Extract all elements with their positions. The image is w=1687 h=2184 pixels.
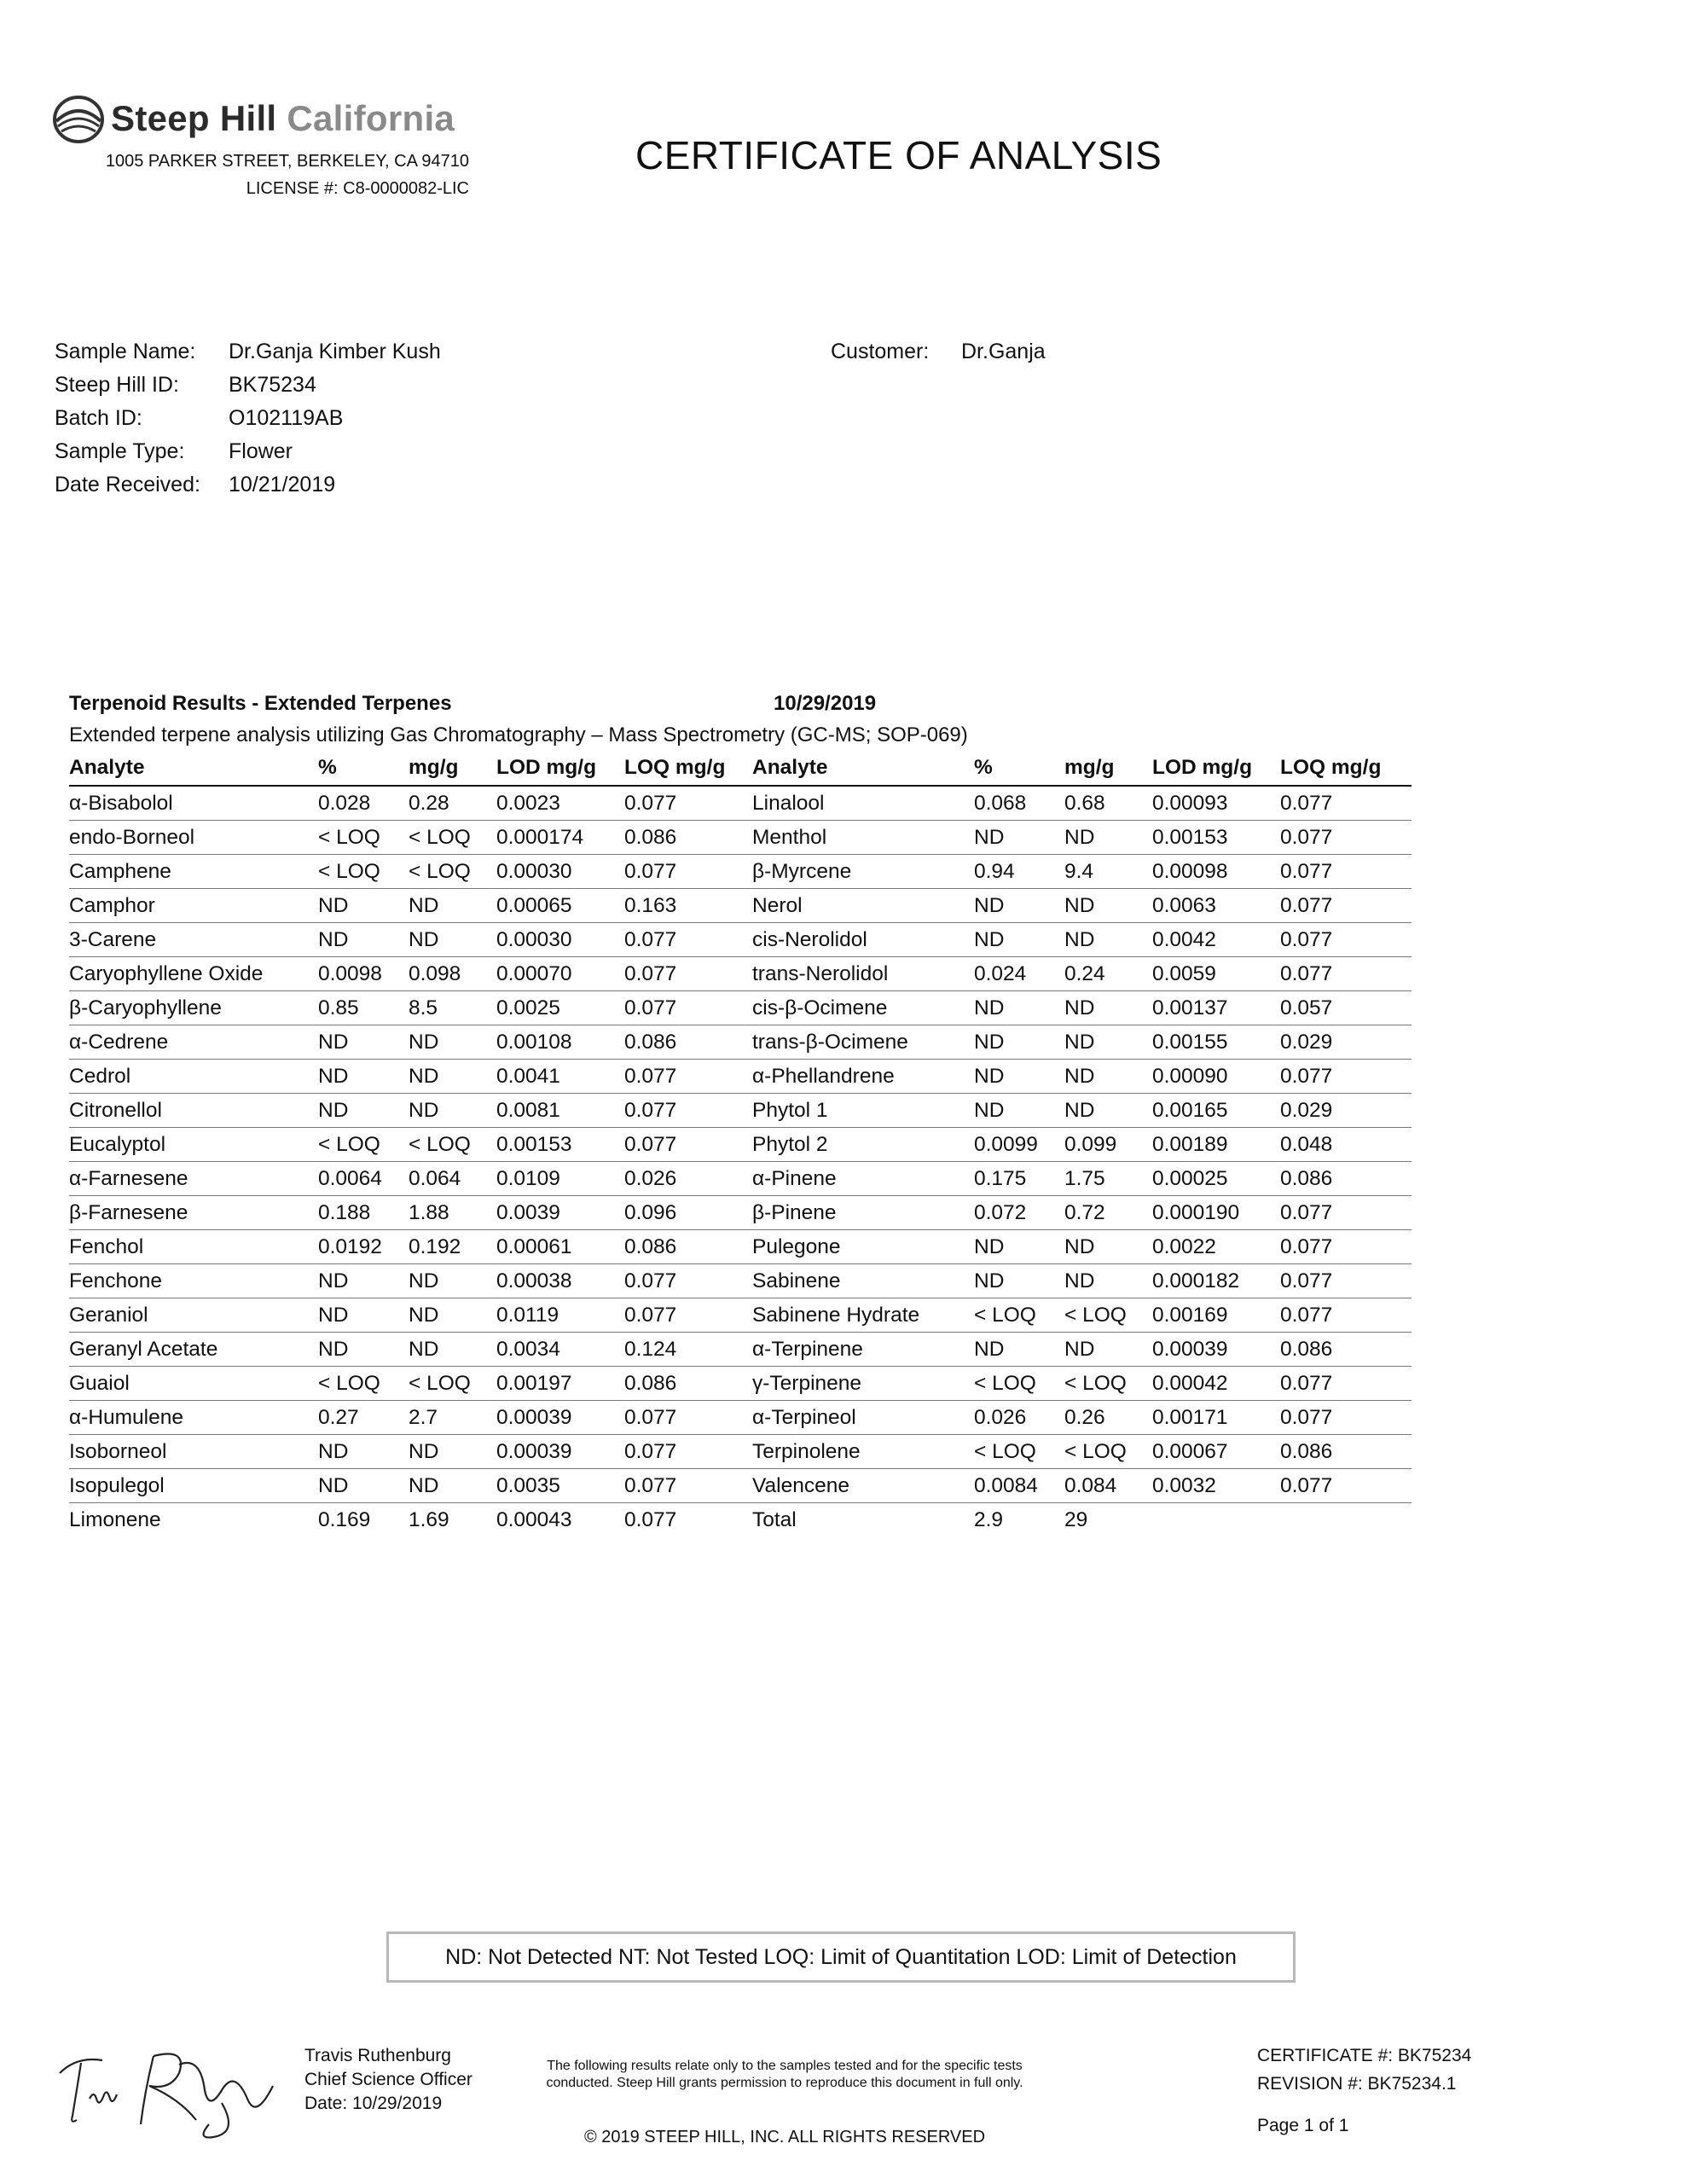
table-row (69, 787, 1412, 821)
value-cell: 0.00067 (1152, 1440, 1228, 1463)
customer-value: Dr.Ganja (961, 340, 1046, 363)
value-cell: 0.077 (1280, 1304, 1333, 1327)
table-header-row (69, 751, 1412, 787)
value-cell: 0.00090 (1152, 1065, 1228, 1088)
value-cell: 1.88 (409, 1201, 449, 1224)
results-title: Terpenoid Results - Extended Terpenes (69, 692, 452, 715)
analyte-cell: β-Pinene (752, 1201, 837, 1224)
value-cell: 0.00197 (496, 1372, 572, 1395)
analyte-cell: α-Phellandrene (752, 1065, 895, 1088)
value-cell: 0.00038 (496, 1269, 572, 1292)
value-cell: ND (974, 1338, 1005, 1361)
value-cell: 0.000182 (1152, 1269, 1240, 1292)
value-cell: 0.00043 (496, 1508, 572, 1531)
analyte-cell: Isoborneol (69, 1440, 167, 1463)
table-row (69, 1128, 1412, 1162)
value-cell: 0.00042 (1152, 1372, 1228, 1395)
value-cell: 0.000190 (1152, 1201, 1240, 1224)
steep-hill-id-value: BK75234 (229, 373, 316, 397)
value-cell: 0.28 (409, 792, 449, 815)
value-cell: ND (318, 1440, 349, 1463)
analyte-cell: Caryophyllene Oxide (69, 962, 264, 985)
value-cell: < LOQ (1064, 1372, 1127, 1395)
document-title: CERTIFICATE OF ANALYSIS (635, 133, 1162, 177)
value-cell: ND (409, 1338, 439, 1361)
value-cell: ND (974, 1099, 1005, 1122)
signer-date: Date: 10/29/2019 (304, 2094, 443, 2113)
value-cell: 0.0119 (496, 1304, 559, 1327)
value-cell: 0.72 (1064, 1201, 1105, 1224)
company-address: 1005 PARKER STREET, BERKELEY, CA 94710 (105, 152, 469, 171)
value-cell: ND (318, 1474, 349, 1497)
column-header: Analyte (752, 756, 828, 779)
value-cell: 0.0063 (1152, 894, 1216, 917)
steep-hill-id-label: Steep Hill ID: (55, 373, 179, 397)
analyte-cell: trans-β-Ocimene (752, 1031, 908, 1054)
table-row (69, 1094, 1412, 1128)
value-cell: ND (318, 928, 349, 951)
value-cell: ND (318, 1304, 349, 1327)
analyte-cell: Cedrol (69, 1065, 131, 1088)
value-cell: 0.0034 (496, 1338, 560, 1361)
analyte-cell: Geranyl Acetate (69, 1338, 218, 1361)
value-cell: ND (409, 1474, 439, 1497)
value-cell: 0.0042 (1152, 928, 1216, 951)
value-cell: 1.69 (409, 1508, 449, 1531)
value-cell: ND (1064, 1031, 1095, 1054)
value-cell: 0.00065 (496, 894, 572, 917)
logo-name: Steep Hill (111, 98, 277, 138)
analyte-cell: Valencene (752, 1474, 849, 1497)
analyte-cell: α-Bisabolol (69, 792, 173, 815)
table-row (69, 1196, 1412, 1230)
value-cell: 0.077 (1280, 826, 1333, 849)
value-cell: 0.0064 (318, 1167, 382, 1190)
value-cell: 0.077 (624, 1269, 677, 1292)
analyte-cell: Linalool (752, 792, 825, 815)
value-cell: 0.099 (1064, 1133, 1117, 1156)
logo-wordmark (111, 98, 455, 139)
value-cell: 0.0032 (1152, 1474, 1216, 1497)
table-row (69, 1503, 1412, 1536)
sample-type-value: Flower (229, 439, 293, 463)
value-cell: < LOQ (409, 1372, 471, 1395)
value-cell: ND (318, 1031, 349, 1054)
value-cell: 29 (1064, 1508, 1088, 1531)
value-cell: ND (1064, 1235, 1095, 1258)
abbreviation-legend (386, 1931, 1296, 1983)
analyte-cell: Fenchone (69, 1269, 162, 1292)
analyte-cell: Citronellol (69, 1099, 162, 1122)
value-cell: 0.0109 (496, 1167, 560, 1190)
value-cell: 0.00137 (1152, 996, 1228, 1019)
value-cell: 0.086 (1280, 1440, 1333, 1463)
value-cell: 0.0041 (496, 1065, 560, 1088)
column-header: mg/g (1064, 756, 1115, 779)
table-row (69, 957, 1412, 991)
value-cell: 8.5 (409, 996, 438, 1019)
analyte-cell: Geraniol (69, 1304, 148, 1327)
value-cell: 0.077 (624, 860, 677, 883)
value-cell: 0.077 (624, 1508, 677, 1531)
value-cell: 0.077 (1280, 1406, 1333, 1429)
table-row (69, 1435, 1412, 1469)
sample-name-label: Sample Name: (55, 340, 196, 363)
value-cell: 0.098 (409, 962, 461, 985)
value-cell: 0.0084 (974, 1474, 1038, 1497)
sample-info (0, 340, 1687, 510)
value-cell: < LOQ (318, 1372, 380, 1395)
value-cell: 0.00070 (496, 962, 572, 985)
value-cell: ND (1064, 1338, 1095, 1361)
certificate-info (1257, 2042, 1471, 2098)
value-cell: 0.077 (624, 928, 677, 951)
value-cell: 0.077 (1280, 1065, 1333, 1088)
value-cell: 9.4 (1064, 860, 1094, 883)
value-cell: 0.024 (974, 962, 1027, 985)
analyte-cell: β-Farnesene (69, 1201, 188, 1224)
terpene-results-table (69, 751, 1412, 1536)
value-cell: 0.0099 (974, 1133, 1038, 1156)
column-header: LOD mg/g (496, 756, 597, 779)
value-cell: 0.086 (1280, 1338, 1333, 1361)
value-cell: < LOQ (409, 826, 471, 849)
results-date: 10/29/2019 (774, 692, 877, 715)
analyte-cell: endo-Borneol (69, 826, 195, 849)
value-cell: 0.68 (1064, 792, 1105, 815)
table-row (69, 1469, 1412, 1503)
value-cell: 0.048 (1280, 1133, 1333, 1156)
value-cell: ND (409, 1440, 439, 1463)
analyte-cell: Terpinolene (752, 1440, 861, 1463)
value-cell: 0.00039 (496, 1406, 572, 1429)
value-cell: ND (1064, 826, 1095, 849)
value-cell: ND (318, 1269, 349, 1292)
analyte-cell: Total (752, 1508, 797, 1531)
value-cell: 0.077 (1280, 1372, 1333, 1395)
value-cell: 0.00030 (496, 928, 572, 951)
table-row (69, 855, 1412, 889)
signature-image (51, 2039, 290, 2141)
value-cell: 0.077 (1280, 1474, 1333, 1497)
value-cell: 0.077 (624, 792, 677, 815)
value-cell: 0.0081 (496, 1099, 560, 1122)
value-cell: 0.27 (318, 1406, 359, 1429)
value-cell: 0.086 (624, 1372, 677, 1395)
analyte-cell: γ-Terpinene (752, 1372, 862, 1395)
value-cell: 0.077 (1280, 894, 1333, 917)
table-row (69, 1162, 1412, 1196)
value-cell: 0.077 (1280, 962, 1333, 985)
analyte-cell: Sabinene Hydrate (752, 1304, 920, 1327)
value-cell: ND (318, 894, 349, 917)
analyte-cell: α-Terpineol (752, 1406, 856, 1429)
value-cell: 0.188 (318, 1201, 371, 1224)
value-cell: 0.00189 (1152, 1133, 1228, 1156)
table-row (69, 1060, 1412, 1094)
date-received-label: Date Received: (55, 473, 200, 497)
value-cell: 0.077 (624, 1133, 677, 1156)
value-cell: ND (1064, 928, 1095, 951)
value-cell: 1.75 (1064, 1167, 1105, 1190)
value-cell: 0.00153 (1152, 826, 1228, 849)
value-cell: 0.077 (1280, 792, 1333, 815)
value-cell: ND (409, 1031, 439, 1054)
value-cell: 0.077 (1280, 860, 1333, 883)
value-cell: 0.077 (1280, 1269, 1333, 1292)
column-header: % (318, 756, 337, 779)
logo-mark-icon (51, 92, 106, 145)
analyte-cell: Nerol (752, 894, 803, 917)
value-cell: 0.028 (318, 792, 371, 815)
value-cell: 0.077 (1280, 1235, 1333, 1258)
value-cell: ND (974, 928, 1005, 951)
value-cell: 2.9 (974, 1508, 1004, 1531)
value-cell: 0.086 (624, 826, 677, 849)
value-cell: 0.077 (624, 962, 677, 985)
analyte-cell: Fenchol (69, 1235, 144, 1258)
analyte-cell: 3-Carene (69, 928, 157, 951)
batch-id-label: Batch ID: (55, 406, 142, 430)
value-cell: 0.00039 (1152, 1338, 1228, 1361)
value-cell: < LOQ (318, 860, 380, 883)
value-cell: ND (1064, 1065, 1095, 1088)
value-cell: 0.169 (318, 1508, 371, 1531)
value-cell: 0.0192 (318, 1235, 382, 1258)
disclaimer-text: The following results relate only to the samples tested and for the specific tests conducted. Steep Hill grants permission to reproduce this document in full only. (546, 2059, 1023, 2090)
value-cell: 0.163 (624, 894, 677, 917)
value-cell: 0.084 (1064, 1474, 1117, 1497)
table-row (69, 889, 1412, 923)
value-cell: ND (1064, 1269, 1095, 1292)
batch-id-value: O102119AB (229, 406, 344, 430)
value-cell: ND (974, 894, 1005, 917)
certificate-number: CERTIFICATE #: BK75234 (1257, 2046, 1472, 2065)
analyte-cell: Pulegone (752, 1235, 841, 1258)
value-cell: ND (409, 1065, 439, 1088)
value-cell: 0.000174 (496, 826, 584, 849)
analyte-cell: Sabinene (752, 1269, 841, 1292)
value-cell: ND (974, 1065, 1005, 1088)
value-cell: 0.0098 (318, 962, 382, 985)
value-cell: ND (409, 1304, 439, 1327)
value-cell: 0.026 (974, 1406, 1027, 1429)
value-cell: ND (409, 1099, 439, 1122)
value-cell: 0.064 (409, 1167, 461, 1190)
analyte-cell: Phytol 1 (752, 1099, 828, 1122)
analyte-cell: α-Terpinene (752, 1338, 863, 1361)
analyte-cell: trans-Nerolidol (752, 962, 889, 985)
value-cell: 0.0022 (1152, 1235, 1216, 1258)
value-cell: < LOQ (974, 1372, 1036, 1395)
value-cell: 0.0023 (496, 792, 560, 815)
sample-name-value: Dr.Ganja Kimber Kush (229, 340, 441, 363)
analyte-cell: α-Farnesene (69, 1167, 188, 1190)
value-cell: < LOQ (1064, 1304, 1127, 1327)
value-cell: 0.00061 (496, 1235, 572, 1258)
value-cell: 2.7 (409, 1406, 438, 1429)
table-row (69, 923, 1412, 957)
value-cell: < LOQ (318, 826, 380, 849)
table-row (69, 1367, 1412, 1401)
value-cell: 0.00153 (496, 1133, 572, 1156)
analyte-cell: Eucalyptol (69, 1133, 166, 1156)
value-cell: 0.26 (1064, 1406, 1105, 1429)
sample-type-label: Sample Type: (55, 439, 185, 463)
customer-label: Customer: (831, 340, 930, 363)
value-cell: ND (409, 894, 439, 917)
analyte-cell: Menthol (752, 826, 827, 849)
value-cell: < LOQ (974, 1304, 1036, 1327)
value-cell: 0.00098 (1152, 860, 1228, 883)
company-logo (51, 92, 455, 145)
value-cell: 0.124 (624, 1338, 677, 1361)
analyte-cell: Isopulegol (69, 1474, 165, 1497)
analyte-cell: β-Myrcene (752, 860, 852, 883)
value-cell: 0.077 (624, 996, 677, 1019)
value-cell: 0.00093 (1152, 792, 1228, 815)
value-cell: 0.192 (409, 1235, 461, 1258)
value-cell: 0.0035 (496, 1474, 560, 1497)
value-cell: 0.096 (624, 1201, 677, 1224)
revision-number: REVISION #: BK75234.1 (1257, 2074, 1457, 2094)
value-cell: 0.029 (1280, 1031, 1333, 1054)
value-cell: 0.077 (624, 1406, 677, 1429)
value-cell: 0.94 (974, 860, 1015, 883)
value-cell: 0.086 (624, 1031, 677, 1054)
column-header: LOD mg/g (1152, 756, 1253, 779)
value-cell: 0.00030 (496, 860, 572, 883)
value-cell: 0.00025 (1152, 1167, 1228, 1190)
value-cell: < LOQ (974, 1440, 1036, 1463)
table-row (69, 1298, 1412, 1333)
value-cell: 0.077 (1280, 1201, 1333, 1224)
value-cell: 0.85 (318, 996, 359, 1019)
value-cell: 0.00165 (1152, 1099, 1228, 1122)
column-header: % (974, 756, 993, 779)
value-cell: < LOQ (1064, 1440, 1127, 1463)
value-cell: 0.086 (624, 1235, 677, 1258)
analyte-cell: Camphor (69, 894, 155, 917)
value-cell: ND (1064, 894, 1095, 917)
value-cell: < LOQ (409, 860, 471, 883)
signer-title: Chief Science Officer (304, 2070, 472, 2089)
value-cell: 0.24 (1064, 962, 1105, 985)
analyte-cell: Phytol 2 (752, 1133, 828, 1156)
license-number: LICENSE #: C8-0000082-LIC (246, 179, 469, 198)
value-cell: 0.077 (624, 1474, 677, 1497)
table-row (69, 991, 1412, 1025)
analyte-cell: cis-β-Ocimene (752, 996, 888, 1019)
value-cell: ND (1064, 1099, 1095, 1122)
value-cell: 0.00155 (1152, 1031, 1228, 1054)
date-received-value: 10/21/2019 (229, 473, 336, 497)
analyte-cell: α-Pinene (752, 1167, 837, 1190)
value-cell: 0.00039 (496, 1440, 572, 1463)
analyte-cell: cis-Nerolidol (752, 928, 867, 951)
analyte-cell: α-Humulene (69, 1406, 183, 1429)
signer-name: Travis Ruthenburg (304, 2046, 451, 2065)
column-header: LOQ mg/g (1280, 756, 1382, 779)
signer-block (304, 2044, 472, 2116)
value-cell: 0.00171 (1152, 1406, 1228, 1429)
value-cell: ND (409, 1269, 439, 1292)
value-cell: 0.175 (974, 1167, 1027, 1190)
table-row (69, 1401, 1412, 1435)
value-cell: 0.077 (1280, 928, 1333, 951)
value-cell: 0.077 (624, 1440, 677, 1463)
value-cell: 0.0039 (496, 1201, 560, 1224)
value-cell: ND (974, 1031, 1005, 1054)
value-cell: 0.077 (624, 1065, 677, 1088)
value-cell: ND (974, 1269, 1005, 1292)
value-cell: ND (1064, 996, 1095, 1019)
logo-region: California (287, 98, 455, 138)
table-row (69, 1333, 1412, 1367)
table-row (69, 1264, 1412, 1298)
table-row (69, 1025, 1412, 1060)
value-cell: 0.00169 (1152, 1304, 1228, 1327)
column-header: LOQ mg/g (624, 756, 726, 779)
value-cell: 0.00108 (496, 1031, 572, 1054)
results-description: Extended terpene analysis utilizing Gas Chromatography – Mass Spectrometry (GC-MS; SOP-069) (69, 723, 968, 746)
value-cell: 0.029 (1280, 1099, 1333, 1122)
analyte-cell: Guaiol (69, 1372, 130, 1395)
analyte-cell: α-Cedrene (69, 1031, 169, 1054)
value-cell: ND (318, 1338, 349, 1361)
value-cell: < LOQ (318, 1133, 380, 1156)
value-cell: 0.077 (624, 1099, 677, 1122)
value-cell: < LOQ (409, 1133, 471, 1156)
table-row (69, 1230, 1412, 1264)
value-cell: 0.077 (624, 1304, 677, 1327)
copyright-text: © 2019 STEEP HILL, INC. ALL RIGHTS RESERVED (583, 2128, 986, 2146)
value-cell: ND (974, 1235, 1005, 1258)
value-cell: 0.072 (974, 1201, 1027, 1224)
value-cell: 0.068 (974, 792, 1027, 815)
value-cell: ND (409, 928, 439, 951)
value-cell: 0.0059 (1152, 962, 1216, 985)
value-cell: ND (974, 996, 1005, 1019)
value-cell: 0.026 (624, 1167, 677, 1190)
value-cell: 0.0025 (496, 996, 560, 1019)
column-header: Analyte (69, 756, 145, 779)
page-number: Page 1 of 1 (1257, 2116, 1349, 2135)
analyte-cell: Camphene (69, 860, 171, 883)
value-cell: ND (318, 1099, 349, 1122)
value-cell: ND (974, 826, 1005, 849)
table-row (69, 821, 1412, 855)
value-cell: 0.086 (1280, 1167, 1333, 1190)
column-header: mg/g (409, 756, 459, 779)
legend-text: ND: Not Detected NT: Not Tested LOQ: Limit of Quantitation LOD: Limit of Detection (445, 1944, 1237, 1969)
value-cell: ND (318, 1065, 349, 1088)
analyte-cell: Limonene (69, 1508, 161, 1531)
analyte-cell: β-Caryophyllene (69, 996, 222, 1019)
value-cell: 0.057 (1280, 996, 1333, 1019)
